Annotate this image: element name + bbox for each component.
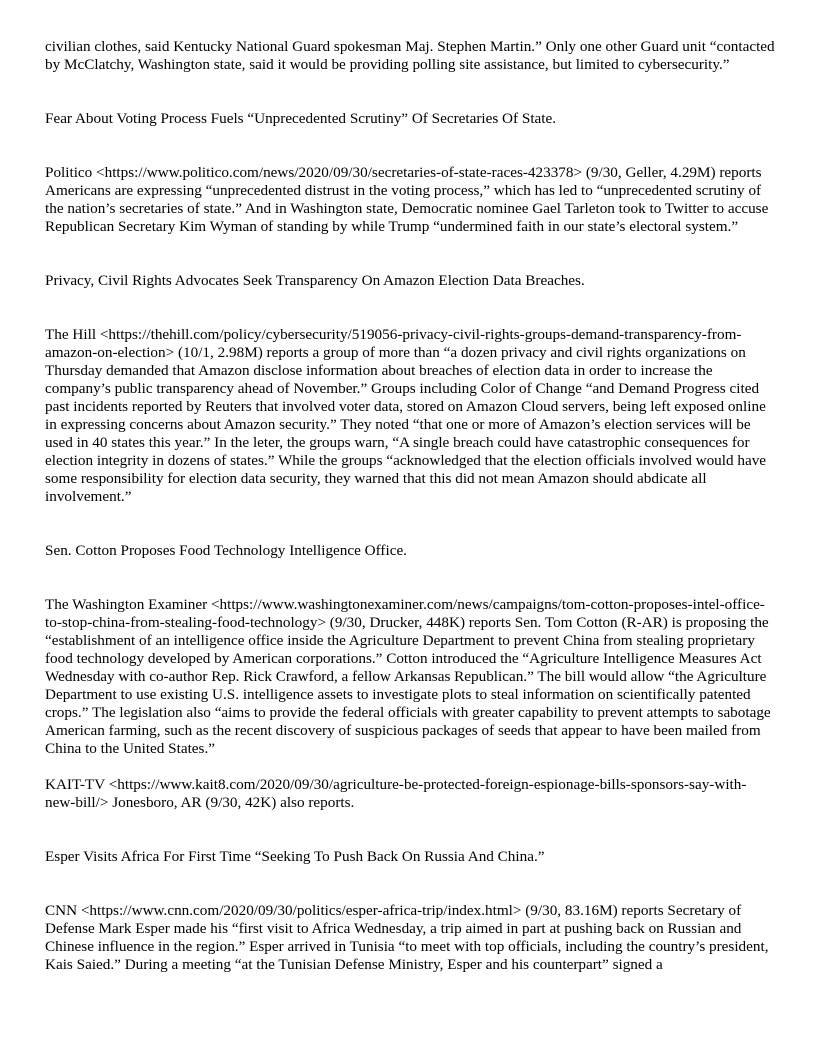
story-headline: Esper Visits Africa For First Time “Seeking To Push Back On Russia And China.”	[45, 848, 545, 865]
spacer	[45, 866, 775, 902]
spacer	[45, 128, 775, 164]
body-paragraph: The Washington Examiner <https://www.washingtonexaminer.com/news/campaigns/tom-cotton-proposes-intel-office-to-stop-china-from-stealing-food-technology> (9/30, Drucker, 448K) reports Sen. Tom Cotton (R-AR) is proposing the “establishment of an intelligence office inside the Agriculture Department to prevent China from stealing proprietary food technology developed by American corporations.” Cotton introduced the “Agriculture Intelligence Measures Act Wednesday with co-author Rep. Rick Crawford, a fellow Arkansas Republican.” The bill would allow “the Agriculture Department to use existing U.S. intelligence assets to investigate plots to steal information on scientifically patented crops.” The legislation also “aims to provide the federal officials with greater capability to prevent attempts to sabotage American farming, such as the recent discovery of suspicious packages of seeds that appear to have been mailed from China to the United States.”	[45, 596, 771, 757]
story-headline: Privacy, Civil Rights Advocates Seek Transparency On Amazon Election Data Breaches.	[45, 272, 585, 289]
body-paragraph: KAIT-TV <https://www.kait8.com/2020/09/30/agriculture-be-protected-foreign-espionage-bills-sponsors-say-with-new-bill/> Jonesboro, AR (9/30, 42K) also reports.	[45, 776, 747, 811]
spacer	[45, 236, 775, 272]
body-paragraph: Politico <https://www.politico.com/news/2020/09/30/secretaries-of-state-races-423378> (9/30, Geller, 4.29M) reports Americans are expressing “unprecedented distrust in the voting process,” which has led to “unprecedented scrutiny of the nation’s secretaries of state.” And in Washington state, Democratic nominee Gael Tarleton took to Twitter to accuse Republican Secretary Kim Wyman of standing by while Trump “undermined faith in our state’s electoral system.”	[45, 164, 769, 235]
spacer	[45, 74, 775, 110]
story-headline: Sen. Cotton Proposes Food Technology Intelligence Office.	[45, 542, 407, 559]
body-paragraph: civilian clothes, said Kentucky National Guard spokesman Maj. Stephen Martin.” Only one other Guard unit “contacted by McClatchy, Washington state, said it would be providing polling site assistance, but limited to cybersecurity.”	[45, 38, 775, 73]
spacer	[45, 290, 775, 326]
spacer	[45, 506, 775, 542]
body-paragraph: The Hill <https://thehill.com/policy/cybersecurity/519056-privacy-civil-rights-groups-demand-transparency-from-amazon-on-election> (10/1, 2.98M) reports a group of more than “a dozen privacy and civil rights organizations on Thursday demanded that Amazon disclose information about breaches of election data in order to increase the company’s public transparency ahead of November.” Groups including Color of Change “and Demand Progress cited past incidents reported by Reuters that involved voter data, stored on Amazon Cloud servers, being left exposed online in expressing concerns about Amazon security.” They noted “that one or more of Amazon’s election services will be used in 40 states this year.” In the leter, the groups warn, “A single breach could have catastrophic consequences for election integrity in dozens of states.” While the groups “acknowledged that the election officials involved would have some responsibility for election data security, they warned that this did not mean Amazon should abdicate all involvement.”	[45, 326, 767, 505]
spacer	[45, 758, 775, 776]
document-page	[45, 38, 775, 974]
spacer	[45, 560, 775, 596]
spacer	[45, 812, 775, 848]
body-paragraph: CNN <https://www.cnn.com/2020/09/30/politics/esper-africa-trip/index.html> (9/30, 83.16M) reports Secretary of Defense Mark Esper made his “first visit to Africa Wednesday, a trip aimed in part at pushing back on Russian and Chinese influence in the region.” Esper arrived in Tunisia “to meet with top officials, including the country’s president, Kais Saied.” During a meeting “at the Tunisian Defense Ministry, Esper and his counterpart” signed a	[45, 902, 769, 973]
story-headline: Fear About Voting Process Fuels “Unprecedented Scrutiny” Of Secretaries Of State.	[45, 110, 557, 127]
